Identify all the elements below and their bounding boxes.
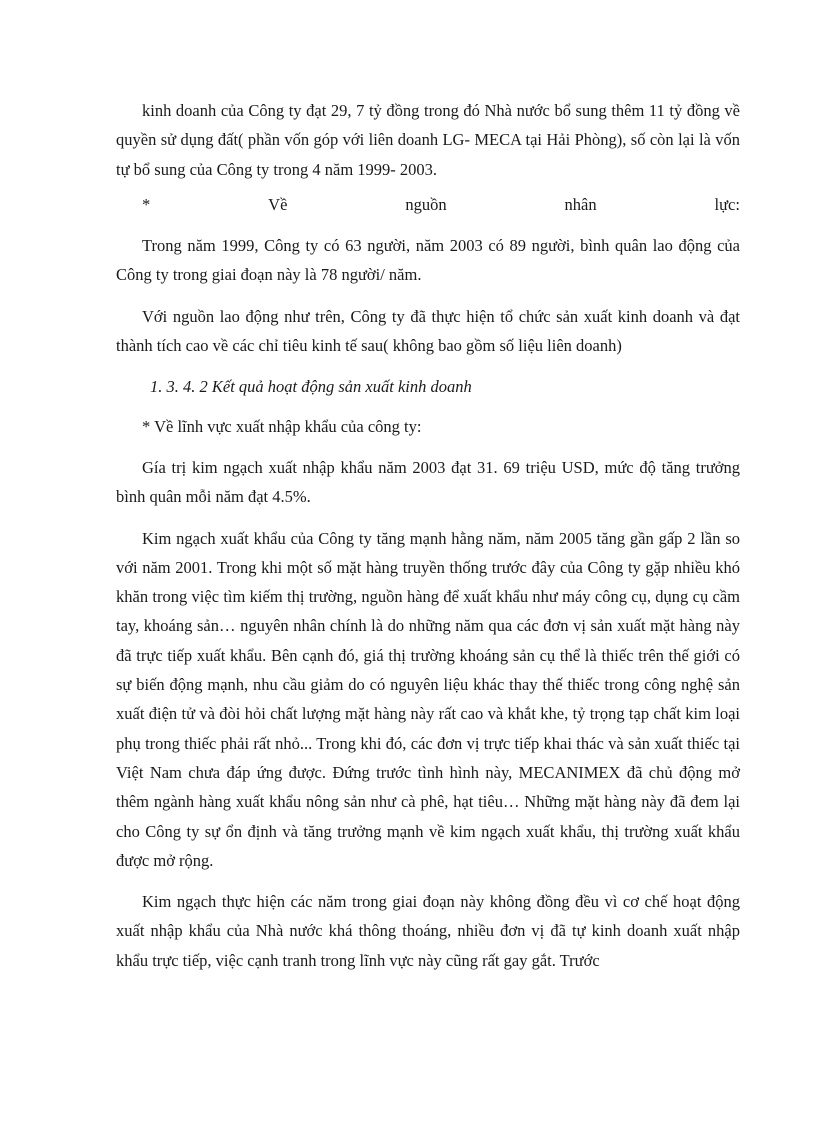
human-resources-heading: [116, 190, 740, 219]
section-heading: 1. 3. 4. 2 Kết quả hoạt động sản xuất kinh doanh: [150, 377, 472, 397]
hr-word: *: [142, 194, 151, 214]
paragraph-import-export-intro: * Về lĩnh vực xuất nhập khẩu của công ty:: [142, 416, 422, 436]
paragraph-export-growth: Kim ngạch xuất khẩu của Công ty tăng mạnh hằng năm, năm 2005 tăng gần gấp 2 lần so với năm 2001. Trong khi một số mặt hàng truyền thống trước đây của Công ty gặp nhiều khó khăn trong việc tìm kiếm thị trường, nguồn hàng để xuất khẩu như máy công cụ, dụng cụ cầm tay, khoáng sản… nguyên nhân chính là do những năm qua các đơn vị sản xuất mặt hàng này đã trực tiếp xuất khẩu. Bên cạnh đó, giá thị trường khoáng sản cụ thể là thiếc trên thế giới có sự biến động mạnh, nhu cầu giảm do có nguyên liệu khác thay thế thiếc trong công nghệ sản xuất điện tử và đòi hỏi chất lượng mặt hàng này rất cao và khắt khe, tỷ trọng tạp chất kim loại phụ trong thiếc phải rất nhỏ... Trong khi đó, các đơn vị trực tiếp khai thác và sản xuất thiếc tại Việt Nam chưa đáp ứng được. Đứng trước tình hình này, MECANIMEX đã chủ động mở thêm ngành hàng xuất khẩu nông sản như cà phê, hạt tiêu… Những mặt hàng này đã đem lại cho Công ty sự ổn định và tăng trưởng mạnh về kim ngạch xuất khẩu, thị trường xuất khẩu được mở rộng.: [116, 528, 740, 870]
hr-word: nhân: [564, 194, 597, 214]
paragraph-turnover: Gía trị kim ngạch xuất nhập khẩu năm 2003 đạt 31. 69 triệu USD, mức độ tăng trưởng bình quân mỗi năm đạt 4.5%.: [116, 457, 740, 507]
paragraph-achievements: Với nguồn lao động như trên, Công ty đã thực hiện tổ chức sản xuất kinh doanh và đạt thành tích cao về các chỉ tiêu kinh tế sau( không bao gồm số liệu liên doanh): [116, 306, 740, 356]
document-page: [116, 96, 740, 987]
hr-word: lực:: [714, 194, 740, 214]
hr-word: nguồn: [405, 194, 447, 214]
paragraph-uneven-turnover: Kim ngạch thực hiện các năm trong giai đoạn này không đồng đều vì cơ chế hoạt động xuất nhập khẩu của Nhà nước khá thông thoáng, nhiều đơn vị đã tự kinh doanh xuất nhập khẩu trực tiếp, việc cạnh tranh trong lĩnh vực này cũng rất gay gắt. Trước: [116, 892, 740, 970]
hr-word: Về: [268, 194, 288, 214]
paragraph-workforce: Trong năm 1999, Công ty có 63 người, năm 2003 có 89 người, bình quân lao động của Công ty trong giai đoạn này là 78 người/ năm.: [116, 236, 740, 285]
paragraph-capital: kinh doanh của Công ty đạt 29, 7 tỷ đồng trong đó Nhà nước bổ sung thêm 11 tỷ đồng về quyền sử dụng đất( phần vốn góp với liên doanh LG- MECA tại Hải Phòng), số còn lại là vốn tự bổ sung của Công ty trong 4 năm 1999- 2003.: [116, 101, 740, 179]
